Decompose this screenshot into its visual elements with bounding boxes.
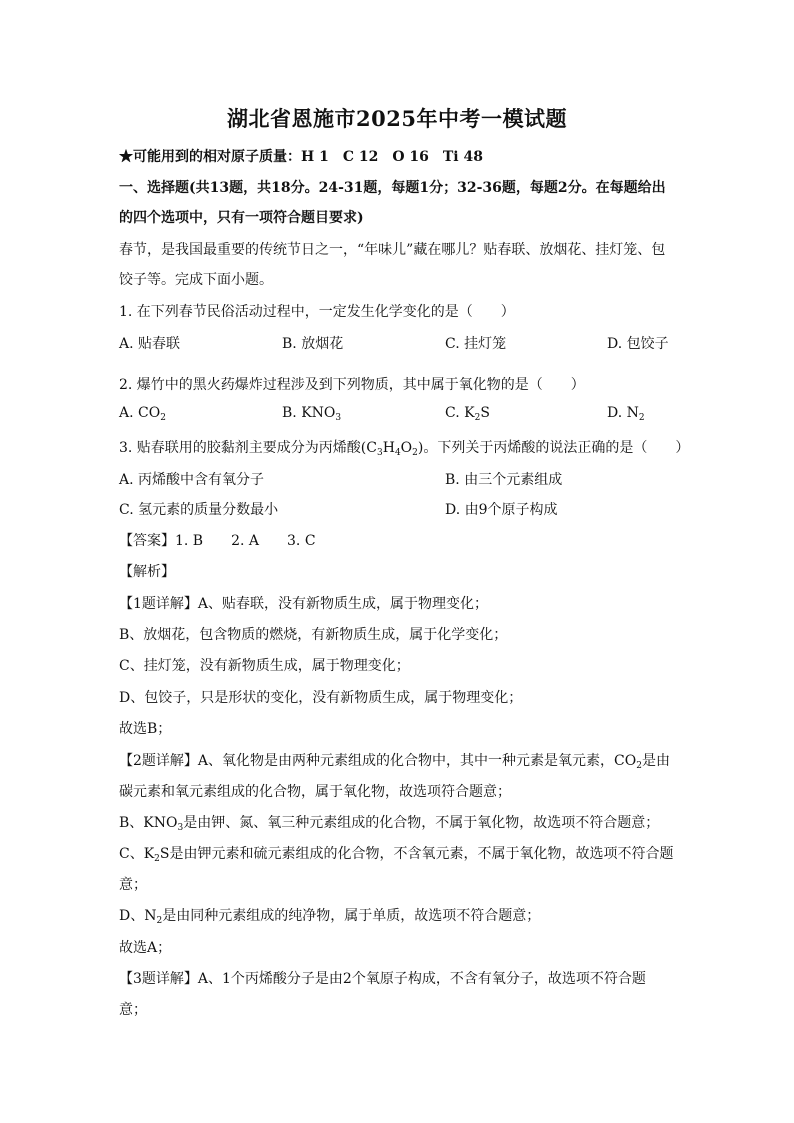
explanation-1-d: D、包饺子，只是形状的变化，没有新物质生成，属于物理变化；: [119, 690, 523, 706]
question-2-stem: 2. 爆竹中的黑火药爆炸过程涉及到下列物质，其中属于氧化物的是（ ）: [119, 377, 585, 393]
question-3-option-a: A. 丙烯酸中含有氧分子: [119, 472, 265, 488]
explanation-2-b: B、$KNO_3$是由钾、氮、氧三种元素组成的化合物，不属于氧化物，故选项不符合题意；: [119, 815, 660, 833]
question-2-option-c: C. $K_2S$: [445, 405, 490, 423]
question-3-option-d: D. 由9个原子构成: [445, 502, 558, 518]
explanation-2-c-continued: 意；: [119, 877, 147, 893]
question-2-option-d: D. $N_2$: [607, 405, 645, 423]
explanation-1-b: B、放烟花，包含物质的燃烧，有新物质生成，属于化学变化；: [119, 627, 508, 643]
section-heading-line-1: 一、选择题(共13题，共18分。24-31题，每题1分；32-36题，每题2分。在每题给出: [119, 180, 666, 196]
explanation-2-a-continued: 碳元素和氧元素组成的化合物，属于氧化物，故选项符合题意；: [119, 784, 511, 800]
intro-line-1: 春节，是我国最重要的传统节日之一，“年味儿”藏在哪儿？贴春联、放烟花、挂灯笼、包: [119, 242, 666, 258]
explanation-3-a-continued: 意；: [119, 1002, 147, 1018]
question-2-option-a: A. $CO_2$: [119, 405, 166, 423]
explanation-2-d: D、$N_2$是由同种元素组成的纯净物，属于单质，故选项不符合题意；: [119, 908, 541, 926]
analysis-label: 【解析】: [119, 564, 175, 580]
question-1-option-d: D. 包饺子: [607, 336, 669, 352]
question-1-option-a: A. 贴春联: [119, 336, 181, 352]
question-3-option-b: B. 由三个元素组成: [445, 472, 563, 488]
section-heading-line-2: 的四个选项中，只有一项符合题目要求): [119, 210, 364, 226]
page-title: 湖北省恩施市2025年中考一模试题: [227, 106, 567, 131]
explanation-1-a: 【1题详解】A、贴春联，没有新物质生成，属于物理变化；: [119, 596, 489, 612]
question-1-option-b: B. 放烟花: [282, 336, 344, 352]
explanation-2-c: C、$K_2S$是由钾元素和硫元素组成的化合物，不含氧元素，不属于氧化物，故选项不符合题: [119, 846, 674, 864]
question-3-option-c: C. 氢元素的质量分数最小: [119, 502, 279, 518]
explanation-2-conclusion: 故选A；: [119, 940, 172, 956]
question-2-option-b: B. $KNO_3$: [282, 405, 342, 423]
question-1-stem: 1. 在下列春节民俗活动过程中，一定发生化学变化的是（ ）: [119, 304, 515, 320]
explanation-1-conclusion: 故选B；: [119, 721, 172, 737]
explanation-2-a: 【2题详解】A、氧化物是由两种元素组成的化合物中，其中一种元素是氧元素，$CO_2$是由: [119, 753, 670, 771]
answer-line: 【答案】1. B 2. A 3. C: [119, 533, 316, 549]
explanation-3-a: 【3题详解】A、1个丙烯酸分子是由2个氧原子构成，不含有氧分子，故选项不符合题: [119, 971, 646, 987]
question-3-stem: 3. 贴春联用的胶黏剂主要成分为丙烯酸$(C_3H_4O_2)$。下列关于丙烯酸的说法正确的是（ ）: [119, 440, 690, 458]
question-1-option-c: C. 挂灯笼: [445, 336, 507, 352]
intro-line-2: 饺子等。完成下面小题。: [119, 272, 273, 288]
atomic-mass-note: ★可能用到的相对原子质量：H 1 C 12 O 16 Ti 48: [119, 149, 483, 165]
explanation-1-c: C、挂灯笼，没有新物质生成，属于物理变化；: [119, 658, 410, 674]
